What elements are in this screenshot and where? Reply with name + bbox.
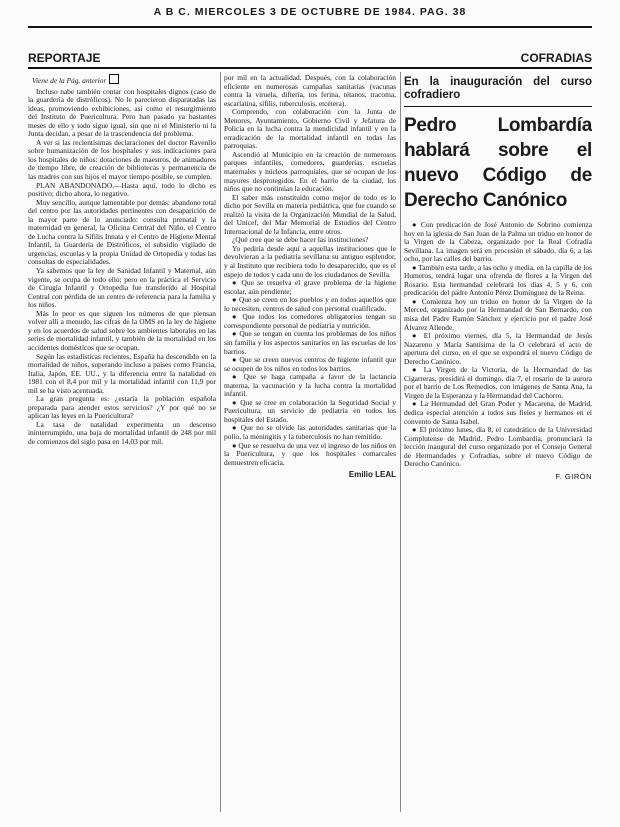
list-item: ● Que todos los comedores obligatorios tengan su correspondiente personal de pediatría y nutrición. — [224, 312, 396, 330]
list-item: ● El próximo viernes, día 5, la Hermandad de Jesús Nazareno y María Santísima de la O celebrará el acto de apertura del curso, en el que se expondrá el nuevo Código de Derecho Canónico. — [404, 331, 592, 366]
continued-from-note: Viene de la Pág. anterior — [32, 74, 216, 86]
list-item: ● Que se haga campaña a favor de la lactancia materna, la vacunación y la lucha contra la mortalidad infantil. — [224, 372, 396, 399]
paragraph: A ver si las recientísimas declaraciones del doctor Ravenllo sobre humanización de los hospitales y sus indicaciones para los hospitales de niños: dotaciones de maestros, de animadores de tiempo libre, de creación de bibliotecas y permanencia de las madres con sus hijos el mayor tiempo posible, se cumplen. — [28, 137, 216, 182]
list-item: ● Que se cree en colaboración la Seguridad Social y Puericultura, un servicio de pediatría en todos los hospitales del Estado. — [224, 397, 396, 424]
section-label-reportaje: REPORTAJE — [28, 51, 101, 65]
author-signature: Emilio LEAL — [348, 470, 396, 480]
list-item: ● Con predicación de José Antonio de Sobrino comienza hoy en la iglesia de San Juan de la Palma un triduo en honor de la Virgen de la Cabeza, organizado por la Real Cofradía Sevillana. La imagen será en procesión el sábado, día 6, a las ocho, por las calles del barrio. — [404, 220, 592, 264]
list-item: ● También esta tarde, a las ocho y media, en la capilla de los Humeros, tendrá lugar una ofrenda de flores a la Virgen del Rosario. Esta hermandad celebrará los días 4, 5 y 6, con predicación del padre Antonio Pérez Domínguez de la Reina. — [404, 262, 592, 298]
column-divider — [220, 72, 221, 812]
top-rule — [28, 26, 592, 28]
section-rule — [28, 67, 592, 69]
paragraph: Comprendo, con colaboración con la Junta de Menores, Ayuntamiento, Gobierno Civil y Jefatura de Policía en la lucha contra la mendicidad infantil y en la erradicación de la mortalidad infantil en todas las parroquias. — [224, 107, 396, 151]
masthead: A B C. MIERCOLES 3 DE OCTUBRE DE 1984. PAG. 38 — [153, 6, 467, 18]
list-item: ● Que se creen en los pueblos y en todos aquellos que lo necesiten, centros de salud con personal cualificado. — [224, 295, 396, 313]
article-kicker: En la inauguración del curso cofradiero — [404, 76, 592, 101]
list-item: ● El próximo lunes, día 8, el catedrático de la Universidad Complutense de Madrid, Pedro Lombardía, pronunciará la lección inaugural del curso organizado por el Consejo General de Hermandades y Cofradías, sobre el nuevo Código de Derecho Canónico. — [404, 425, 592, 469]
middle-column — [224, 74, 396, 814]
checkbox-icon — [109, 74, 119, 84]
column-divider — [400, 72, 401, 812]
paragraph: Ya sabemos que la ley de Sanidad Infantil y Maternal, aún vigente, se ocupa de todo ello; pero en la práctica el Servicio de Cirugía Infantil y Ortopedia fue transferido al Hospital Central con pérdida de un centro de referencia para la familia y los niños. — [28, 266, 216, 310]
left-column — [28, 74, 216, 814]
paragraph: por mil en la actualidad. Después, con la colaboración eficiente en numerosas campañas sanitarias (vacunas contra la viruela, difteria, tos ferina, tétanos, tracoma, escarlatina, sífilis, tuberculosis, etcétera). — [224, 74, 396, 108]
list-item: ● Comienza hoy un triduo en honor de la Virgen de la Merced, organizado por la Hermandad de San Bernardo, con misa del Padre Ramón Sánchez y ejercicio por el padre José Álvarez Allende. — [404, 296, 592, 332]
kicker-rule — [404, 106, 592, 107]
list-item: ● Que no se olvide las autoridades sanitarias que la polio, la meningitis y la tuberculosis no han remitido. — [224, 423, 396, 441]
paragraph: Ascendió al Municipio en la creación de numerosos parques infantiles, comedores, guarderías, escuelas maternales y núcleos parroquiales, que se ocupan de los mayores desprotegidos. En el barrio de la ciudad, los niños que no continúan la educación. — [224, 149, 396, 194]
paragraph: Incluso nabe también contar con hospitales dignos (caso de la guardería de distróficos). No le parecieron disparatadas las ideas, promoviendo exhibiciones, así como el resurgimiento del Instituto de Puericultura. Pero han pasado ya bastantes meses de ello y todo sigue igual, sin que ni el Ministerio ni la Junta decidan, a pesar de la trascendencia del problema. — [28, 86, 216, 139]
author-signature: F. GIRÓN — [555, 471, 592, 481]
paragraph: ¿Qué cree que se debe hacer las instituciones? — [232, 235, 369, 245]
list-item: ● Que se tengan en cuenta los problemas de los niños sin familia y los aspectos sanitarios en las escuelas de los barrios. — [224, 329, 396, 356]
list-item: ● Que se resuelva el grave problema de la higiene escolar, aún pendiente; — [224, 278, 396, 296]
paragraph: PLAN ABANDONADO.—Hasta aquí, todo lo dicho es positivo; dicho ahora, lo negativo. — [28, 180, 216, 199]
section-label-cofradias: COFRADIAS — [520, 51, 592, 65]
paragraph: El saber más constituido como mejor de todo es lo dicho por Sevilla en materia pediátrica, que fue cuando se realizó la visita de la Organización Mundial de la Salud, del Unicef, del Mar Memorial de Estudios del Centro Internacional de la Infancia, entre otros. — [224, 192, 396, 236]
paragraph: Muy sencillo, aunque lamentable por demás: abandono total del centro por las autoridades pertinentes con desaparición de la mayor parte de lo anunciado: consulta prenatal y la maternidad en general, la Oficina Central del Niño, el Centro de Lucha contra la Sífilis Innata y el Centro de Higiene Mental Infantil, la Guardería de Distróficos, el subsidio vigilado de urgencias, escuelas y la propia Unidad de Ortopedia y todas las consultas de especialidades. — [28, 197, 216, 267]
list-item: ● Que se creen nuevos centros de higiene infantil que se ocupen de los niños en todos los barrios. — [224, 355, 396, 373]
list-item: ● Que se resuelva de una vez el ingreso de los niños en la Puericultura, y que los hospitales comarcales demuestren eficacia. — [224, 440, 396, 467]
paragraph: La tasa de natalidad experimenta un descenso ininterrumpido, una baja de mortalidad infantil de 248 por mil de comienzos del siglo pasa en 14,03 por mil. — [28, 419, 216, 446]
list-item: ● La Virgen de la Victoria, de la Hermandad de las Cigarreras, presidirá el domingo, día 7, el rosario de la aurora por el barrio de Los Remedios, con imágenes de Santa Ana, la Virgen de la Esperanza y la Hermandad del Cachorro. — [404, 365, 592, 400]
paragraph: Yo pediría desde aquí a aquellas instituciones que le devolvieran a la pediatría sevillana su antiguo esplendor, y al Instituto que recibiera todo lo desaparecido, que es el espejo de todos y cada uno de los ciudadanos de Sevilla. — [224, 243, 396, 279]
right-column — [404, 74, 592, 814]
article-headline: Pedro Lombardía hablará sobre el nuevo Código de Derecho Canónico — [404, 115, 592, 211]
paragraph: La gran pregunta es: ¿estaría la población española preparada para atender estos servicios? ¿Y por qué no se aplican las leyes en la Puericultura? — [28, 394, 216, 421]
paragraph: Más lo peor es que siguen los números de que piensan volver allí a menudo, las cifras de la OMS en la ley de higiene y en los acuerdos de salud sobre los ambientes laborales en las series de mortalidad infantil, y también de la mortalidad en los accidentes domésticos que se ocupan. — [28, 308, 216, 352]
paragraph: Según las estadísticas recientes, España ha descendido en la mortalidad de niños, superando incluso a países como Francia, Italia, Japón, EE. UU., y la diferencia entre la natalidad en 1981 con el 8,4 por mil y la mortalidad infantil con 11,9 por mil se ha visto acentuada. — [28, 351, 216, 395]
list-item: ● La Hermandad del Gran Poder y Macarena, de Madrid, dedica especial atención a todos sus fieles y hermanos en el convento de Santa Isabel. — [404, 399, 592, 426]
